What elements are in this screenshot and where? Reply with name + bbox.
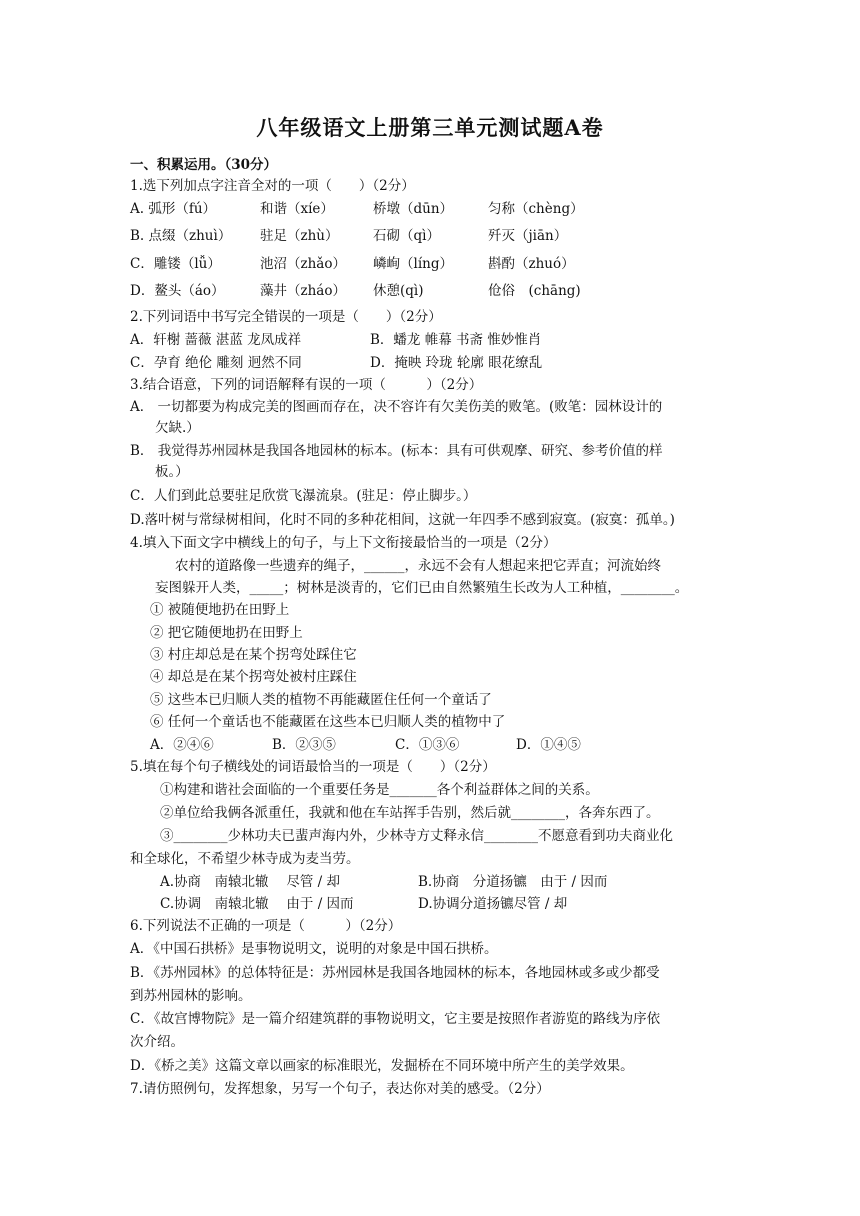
question-4-stem: 4.填入下面文字中横线上的句子，与上下文衔接最恰当的一项是（2分） bbox=[130, 535, 557, 551]
q2-option-b: B．蟠龙 帷幕 书斋 惟妙惟肖 bbox=[370, 332, 542, 348]
q3-option-d: D.落叶树与常绿树相间，化时不同的多种花相间，这就一年四季不感到寂寞。(寂寞：孤单。) bbox=[130, 512, 675, 528]
q1-a-4: 匀称（chèng） bbox=[488, 201, 584, 217]
q6-option-b: B．《苏州园林》的总体特征是：苏州园林是我国各地园林的标本，各地园林或多或少都受 bbox=[130, 965, 660, 981]
q1-c-3: 嶙峋（líng） bbox=[373, 256, 453, 272]
q1-b-1: B. 点缀（zhuì） bbox=[130, 228, 232, 244]
q3-option-b: B． 我觉得苏州园林是我国各地园林的标本。(标本：具有可供观摩、研究、参考价值的样 bbox=[130, 443, 663, 459]
q1-c-2: 池沼（zhǎo） bbox=[260, 256, 346, 272]
q5-sentence-1: ①构建和谐社会面临的一个重要任务是_______各个利益群体之间的关系。 bbox=[160, 782, 599, 798]
q4-option-b: B．②③⑤ bbox=[272, 737, 336, 753]
q4-item-1: ① 被随便地扔在田野上 bbox=[150, 602, 290, 618]
q1-c-4: 斟酌（zhuó） bbox=[488, 256, 575, 272]
question-6-stem: 6.下列说法不正确的一项是（ ）（2分） bbox=[130, 918, 402, 934]
q6-option-c: C．《故宫博物院》是一篇介绍建筑群的事物说明文，它主要是按照作者游览的路线为序依 bbox=[130, 1011, 661, 1027]
q1-b-2: 驻足（zhù） bbox=[260, 228, 339, 244]
q1-a-1: A. 弧形（fú） bbox=[130, 201, 217, 217]
q2-option-c: C．孕育 绝伦 雕刻 迥然不同 bbox=[130, 355, 302, 371]
question-7-stem: 7.请仿照例句，发挥想象，另写一个句子，表达你对美的感受。（2分） bbox=[130, 1081, 550, 1097]
q1-d-2: 藻井（zháo） bbox=[260, 283, 346, 299]
q6-option-d: D．《桥之美》这篇文章以画家的标准眼光，发掘桥在不同环境中所产生的美学效果。 bbox=[130, 1058, 634, 1074]
q1-a-3: 桥墩（dūn） bbox=[373, 201, 454, 217]
q3-option-a-cont: 欠缺.） bbox=[155, 420, 200, 436]
q5-option-a: A.协商 南辕北辙 尽管 / 却 bbox=[160, 874, 340, 890]
q1-d-3: 休憩(qì) bbox=[373, 283, 424, 299]
q4-item-5: ⑤ 这些本已归顺人类的植物不再能藏匿住任何一个童话了 bbox=[150, 692, 492, 708]
q5-sentence-3: ③________少林功夫已蜚声海内外，少林寺方丈释永信________不愿意看到功夫商业化 bbox=[160, 828, 673, 844]
q6-option-a: A．《中国石拱桥》是事物说明文，说明的对象是中国石拱桥。 bbox=[130, 941, 498, 957]
q4-passage-line-1: 农村的道路像一些遗弃的绳子，______，永远不会有人想起来把它弄直；河流始终 bbox=[175, 558, 661, 574]
q2-option-d: D．掩映 玲珑 轮廓 眼花缭乱 bbox=[370, 355, 543, 371]
question-1-stem: 1.选下列加点字注音全对的一项（ ）（2分） bbox=[130, 178, 415, 194]
page-title: 八年级语文上册第三单元测试题A卷 bbox=[256, 115, 604, 140]
q5-sentence-3-cont: 和全球化，不希望少林寺成为麦当劳。 bbox=[130, 851, 360, 867]
question-3-stem: 3.结合语意，下列的词语解释有误的一项（ ）（2分） bbox=[130, 377, 483, 393]
q2-option-a: A．轩榭 蔷薇 湛蓝 龙凤成祥 bbox=[130, 332, 302, 348]
q1-d-1: D．鳌头（áo） bbox=[130, 283, 225, 299]
question-5-stem: 5.填在每个句子横线处的词语最恰当的一项是（ ）（2分） bbox=[130, 759, 496, 775]
q1-b-4: 歼灭（jiān） bbox=[488, 228, 568, 244]
q3-option-a: A． 一切都要为构成完美的图画而存在，决不容许有欠美伤美的败笔。(败笔：园林设计的 bbox=[130, 399, 663, 415]
q4-item-3: ③ 村庄却总是在某个拐弯处踩住它 bbox=[150, 647, 357, 663]
q5-option-c: C.协调 南辕北辙 由于 / 因而 bbox=[160, 896, 354, 912]
q5-option-b: B.协商 分道扬镳 由于 / 因而 bbox=[418, 874, 608, 890]
q1-c-1: C．雕镂（lǚ） bbox=[130, 256, 221, 272]
q6-option-b-cont: 到苏州园林的影响。 bbox=[130, 988, 252, 1004]
q3-option-c: C．人们到此总要驻足欣赏飞瀑流泉。(驻足：停止脚步。） bbox=[130, 488, 477, 504]
q4-item-6: ⑥ 任何一个童话也不能藏匿在这些本已归顺人类的植物中了 bbox=[150, 714, 506, 730]
q4-option-a: A．②④⑥ bbox=[150, 737, 214, 753]
q4-option-c: C．①③⑥ bbox=[395, 737, 460, 753]
q5-option-d: D.协调分道扬镳尽管 / 却 bbox=[418, 896, 568, 912]
q1-a-2: 和谐（xíe） bbox=[260, 201, 334, 217]
q4-item-4: ④ 却总是在某个拐弯处被村庄踩住 bbox=[150, 669, 357, 685]
q4-option-d: D．①④⑤ bbox=[516, 737, 581, 753]
q4-item-2: ② 把它随便地扔在田野上 bbox=[150, 625, 303, 641]
q4-passage-line-2: 妄图躲开人类，_____；树林是淡青的，它们已由自然繁殖生长改为人工种植，________。 bbox=[155, 580, 689, 596]
q5-sentence-2: ②单位给我俩各派重任，我就和他在车站挥手告别，然后就________，各奔东西了。 bbox=[160, 805, 660, 821]
q6-option-c-cont: 次介绍。 bbox=[130, 1034, 184, 1050]
q1-d-4: 伧俗 (chāng) bbox=[488, 283, 581, 299]
q1-b-3: 石砌（qì） bbox=[373, 228, 440, 244]
question-2-stem: 2.下列词语中书写完全错误的一项是（ ）（2分） bbox=[130, 309, 442, 325]
section-heading: 一、积累运用。（30分） bbox=[130, 157, 278, 173]
q3-option-b-cont: 板。） bbox=[155, 464, 189, 480]
